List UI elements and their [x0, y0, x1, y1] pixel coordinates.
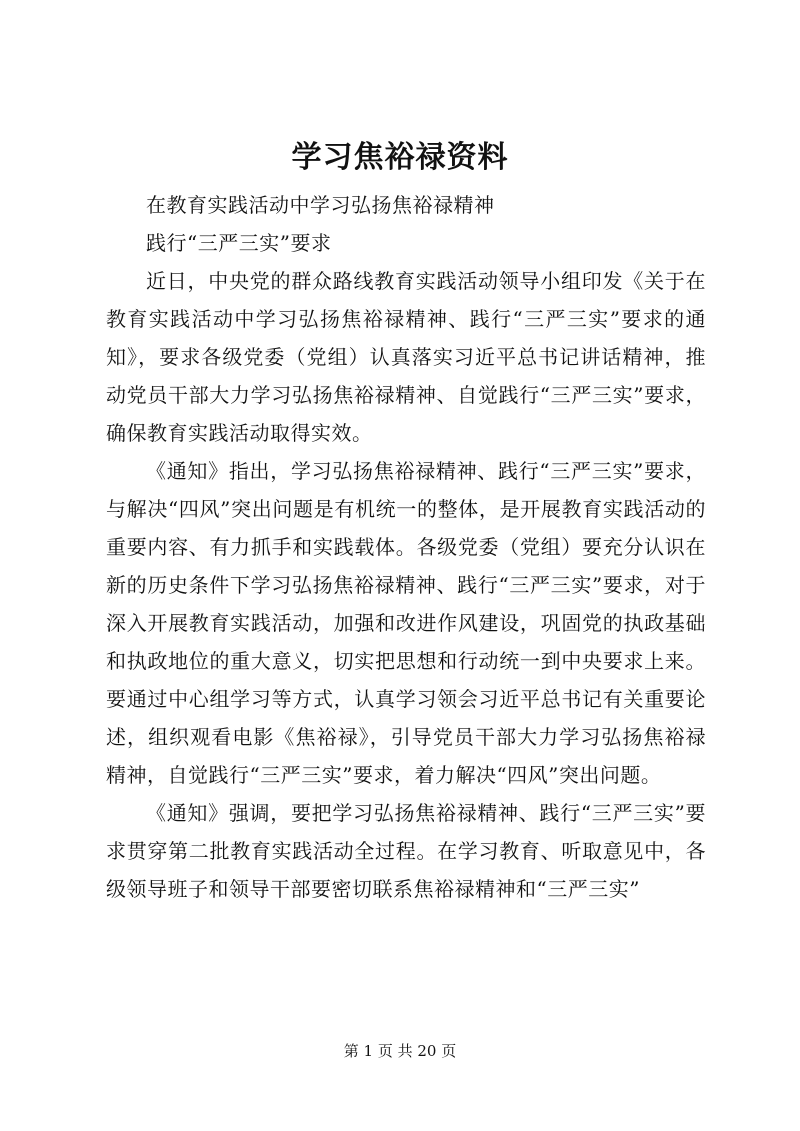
body-paragraph: 《通知》指出，学习弘扬焦裕禄精神、践行“三严三实”要求，与解决“四风”突出问题是有机统一的整体，是开展教育实践活动的重要内容、有力抓手和实践载体。各级党委（党组）要充分认识在新的历史条件下学习弘扬焦裕禄精神、践行“三严三实”要求，对于深入开展教育实践活动，加强和改进作风建设，巩固党的执政基础和执政地位的重大意义，切实把思想和行动统一到中央要求上来。要通过中心组学习等方式，认真学习领会习近平总书记有关重要论述，组织观看电影《焦裕禄》，引导党员干部大力学习弘扬焦裕禄精神，自觉践行“三严三实”要求，着力解决“四风”突出问题。 — [106, 459, 706, 787]
subtitle-line-2: 践行“三严三实”要求 — [146, 231, 332, 255]
page-number-footer: 第 1 页 共 20 页 — [343, 1042, 457, 1060]
subtitle-line-1: 在教育实践活动中学习弘扬焦裕禄精神 — [146, 193, 495, 217]
body-paragraph: 近日，中央党的群众路线教育实践活动领导小组印发《关于在教育实践活动中学习弘扬焦裕禄精神、践行“三严三实”要求的通知》，要求各级党委（党组）认真落实习近平总书记讲话精神，推动党员干部大力学习弘扬焦裕禄精神、自觉践行“三严三实”要求，确保教育实践活动取得实效。 — [106, 269, 706, 445]
body-paragraph: 《通知》强调，要把学习弘扬焦裕禄精神、践行“三严三实”要求贯穿第二批教育实践活动全过程。在学习教育、听取意见中，各级领导班子和领导干部要密切联系焦裕禄精神和“三严三实” — [106, 801, 706, 901]
document-title: 学习焦裕禄资料 — [291, 140, 509, 175]
document-body — [106, 186, 706, 908]
